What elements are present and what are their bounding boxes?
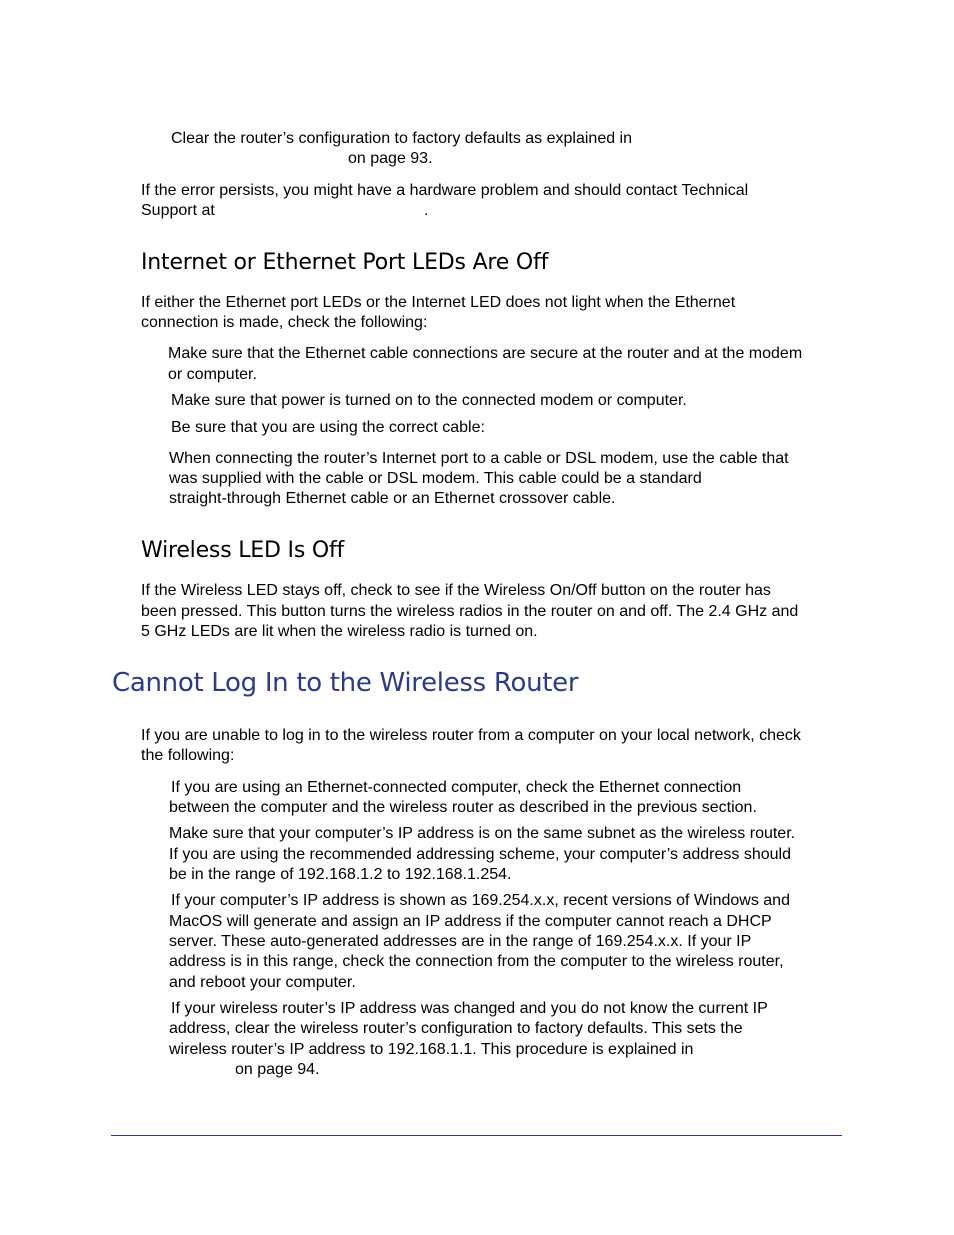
heading-wireless-led-off: Wireless LED Is Off [141, 538, 345, 563]
port-leds-cable-note-line-1: When connecting the router’s Internet port to a cable or DSL modem, use the cable that [169, 450, 789, 467]
error-persists-support-label: Support at [141, 202, 215, 219]
login-intro-line-1: If you are unable to log in to the wireless router from a computer on your local network, check [141, 727, 801, 744]
port-leds-bullet-2: Make sure that power is turned on to the connected modem or computer. [171, 392, 687, 409]
error-persists-line-1: If the error persists, you might have a hardware problem and should contact Technical [141, 182, 749, 199]
port-leds-intro-line-1: If either the Ethernet port LEDs or the Internet LED does not light when the Ethernet [141, 294, 736, 311]
heading-port-leds-off: Internet or Ethernet Port LEDs Are Off [141, 250, 549, 275]
login-bullet-4-line-1: If your wireless router’s IP address was changed and you do not know the current IP [171, 1000, 768, 1017]
port-leds-bullet-3: Be sure that you are using the correct cable: [171, 419, 485, 436]
login-bullet-4-page-ref: on page 94. [235, 1061, 320, 1078]
step-clear-config-line-1: Clear the router’s configuration to factory defaults as explained in [171, 130, 633, 147]
wireless-led-paragraph-line-1: If the Wireless LED stays off, check to see if the Wireless On/Off button on the router has [141, 582, 771, 599]
login-bullet-2-line-2: If you are using the recommended addressing scheme, your computer’s address should [169, 846, 791, 863]
port-leds-bullet-1-line-2: or computer. [168, 366, 257, 383]
heading-cannot-log-in: Cannot Log In to the Wireless Router [112, 668, 579, 698]
port-leds-intro-line-2: connection is made, check the following: [141, 314, 428, 331]
port-leds-bullet-1-line-1: Make sure that the Ethernet cable connections are secure at the router and at the modem [168, 345, 803, 362]
login-bullet-4-line-3: wireless router’s IP address to 192.168.1.1. This procedure is explained in [169, 1041, 694, 1058]
port-leds-cable-note-line-3: straight-through Ethernet cable or an Ethernet crossover cable. [169, 490, 616, 507]
port-leds-cable-note-line-2: was supplied with the cable or DSL modem. This cable could be a standard [169, 470, 702, 487]
login-bullet-3-line-3: server. These auto-generated addresses are in the range of 169.254.x.x. If your IP [169, 933, 752, 950]
login-bullet-1-line-2: between the computer and the wireless router as described in the previous section. [169, 799, 757, 816]
footer-rule [111, 1135, 842, 1136]
login-bullet-3-line-2: MacOS will generate and assign an IP address if the computer cannot reach a DHCP [169, 913, 772, 930]
wireless-led-paragraph-line-3: 5 GHz LEDs are lit when the wireless radio is turned on. [141, 623, 538, 640]
login-bullet-1-line-1: If you are using an Ethernet-connected computer, check the Ethernet connection [171, 779, 742, 796]
login-bullet-3-line-4: address is in this range, check the connection from the computer to the wireless router, [169, 953, 784, 970]
wireless-led-paragraph-line-2: been pressed. This button turns the wireless radios in the router on and off. The 2.4 GHz and [141, 603, 799, 620]
login-bullet-4-line-2: address, clear the wireless router’s configuration to factory defaults. This sets the [169, 1020, 743, 1037]
login-bullet-3-line-1: If your computer’s IP address is shown as 169.254.x.x, recent versions of Windows and [171, 892, 790, 909]
login-intro-line-2: the following: [141, 747, 235, 764]
step-clear-config-page-ref: on page 93. [348, 150, 433, 167]
login-bullet-2-line-1: Make sure that your computer’s IP address is on the same subnet as the wireless router. [169, 825, 796, 842]
login-bullet-2-line-3: be in the range of 192.168.1.2 to 192.168.1.254. [169, 866, 512, 883]
login-bullet-3-line-5: and reboot your computer. [169, 974, 356, 991]
error-persists-period: . [424, 202, 429, 219]
